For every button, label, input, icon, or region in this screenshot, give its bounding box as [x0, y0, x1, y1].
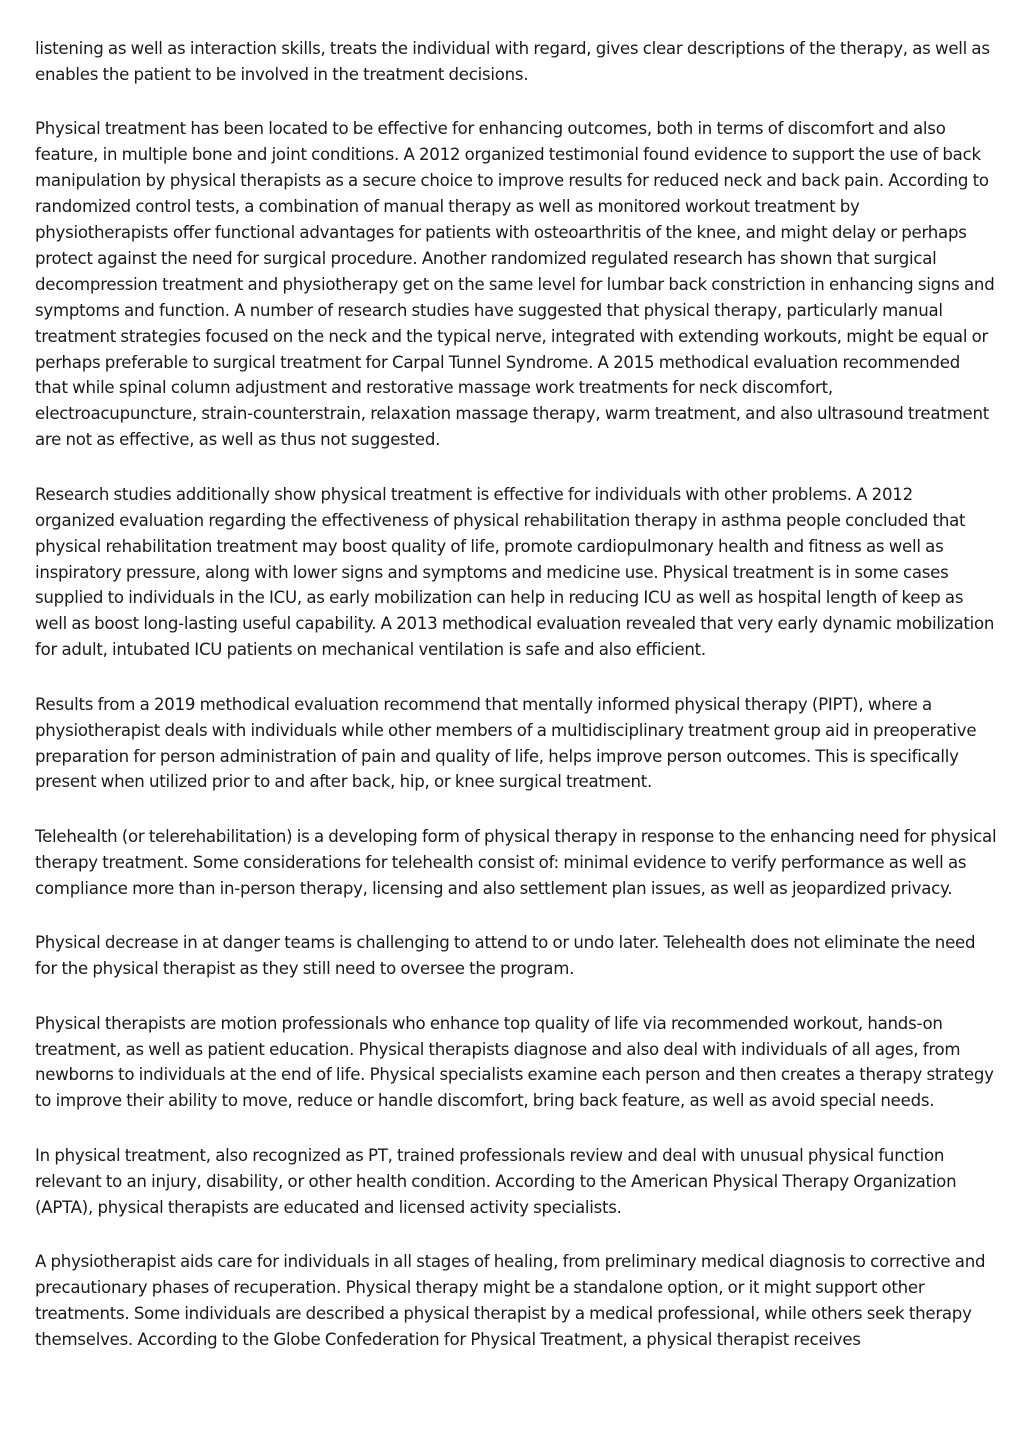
paragraph-9: A physiotherapist aids care for individuals in all stages of healing, from preliminary medical diagnosis to corrective and precautionary phases of recuperation. Physical therapy might be a standalone option, or it might support other treatments. Some individuals are described a physical therapist by a medical professional, while others seek therapy themselves. According to the Globe Confederation for Physical Treatment, a physical therapist receives: [35, 1252, 986, 1349]
paragraph-8: In physical treatment, also recognized as PT, trained professionals review and deal with unusual physical function relevant to an injury, disability, or other health condition. According to the American Physical Therapy Organization (APTA), physical therapists are educated and licensed activity specialists.: [35, 1145, 957, 1217]
paragraph-4: Results from a 2019 methodical evaluation recommend that mentally informed physical therapy (PIPT), where a physiotherapist deals with individuals while other members of a multidisciplinary treatment group aid in preoperative preparation for person administration of pain and quality of life, helps improve person outcomes. This is specifically present when utilized prior to and after back, hip, or knee surgical treatment.: [35, 694, 977, 792]
paragraph-7: Physical therapists are motion professionals who enhance top quality of life via recommended workout, hands-on treatment, as well as patient education. Physical therapists diagnose and also deal with individuals of all ages, from newborns to individuals at the end of life. Physical specialists examine each person and then creates a therapy strategy to improve their ability to move, reduce or handle discomfort, bring back feature, as well as avoid special needs.: [35, 1013, 994, 1111]
paragraph-1: listening as well as interaction skills, treats the individual with regard, gives clear descriptions of the therapy, as well as enables the patient to be involved in the treatment decisions.: [35, 39, 990, 84]
paragraph-6: Physical decrease in at danger teams is challenging to attend to or undo later. Telehealth does not eliminate the need for the physical therapist as they still need to oversee the program.: [35, 933, 976, 979]
document-body: [35, 36, 997, 1381]
paragraph-3: Research studies additionally show physical treatment is effective for individuals with other problems. A 2012 organized evaluation regarding the effectiveness of physical rehabilitation therapy in asthma people concluded that physical rehabilitation treatment may boost quality of life, promote cardiopulmonary health and fitness as well as inspiratory pressure, along with lower signs and symptoms and medicine use. Physical treatment is in some cases supplied to individuals in the ICU, as early mobilization can help in reducing ICU as well as hospital length of keep as well as boost long-lasting useful capability. A 2013 methodical evaluation revealed that very early dynamic mobilization for adult, intubated ICU patients on mechanical ventilation is safe and also efficient.: [35, 484, 995, 660]
paragraph-5: Telehealth (or telerehabilitation) is a developing form of physical therapy in response to the enhancing need for physical therapy treatment. Some considerations for telehealth consist of: minimal evidence to verify performance as well as compliance more than in-person therapy, licensing and also settlement plan issues, as well as jeopardized privacy.: [35, 826, 997, 898]
paragraph-2: Physical treatment has been located to be effective for enhancing outcomes, both in terms of discomfort and also feature, in multiple bone and joint conditions. A 2012 organized testimonial found evidence to support the use of back manipulation by physical therapists as a secure choice to improve results for reduced neck and back pain. According to randomized control tests, a combination of manual therapy as well as monitored workout treatment by physiotherapists offer functional advantages for patients with osteoarthritis of the knee, and might delay or perhaps protect against the need for surgical procedure. Another randomized regulated research has shown that surgical decompression treatment and physiotherapy get on the same level for lumbar back constriction in enhancing signs and symptoms and function. A number of research studies have suggested that physical therapy, particularly manual treatment strategies focused on the neck and the typical nerve, integrated with extending workouts, might be equal or perhaps preferable to surgical treatment for Carpal Tunnel Syndrome. A 2015 methodical evaluation recommended that while spinal column adjustment and restorative massage work treatments for neck discomfort, electroacupuncture, strain-counterstrain, relaxation massage therapy, warm treatment, and also ultrasound treatment are not as effective, as well as thus not suggested.: [35, 119, 995, 450]
